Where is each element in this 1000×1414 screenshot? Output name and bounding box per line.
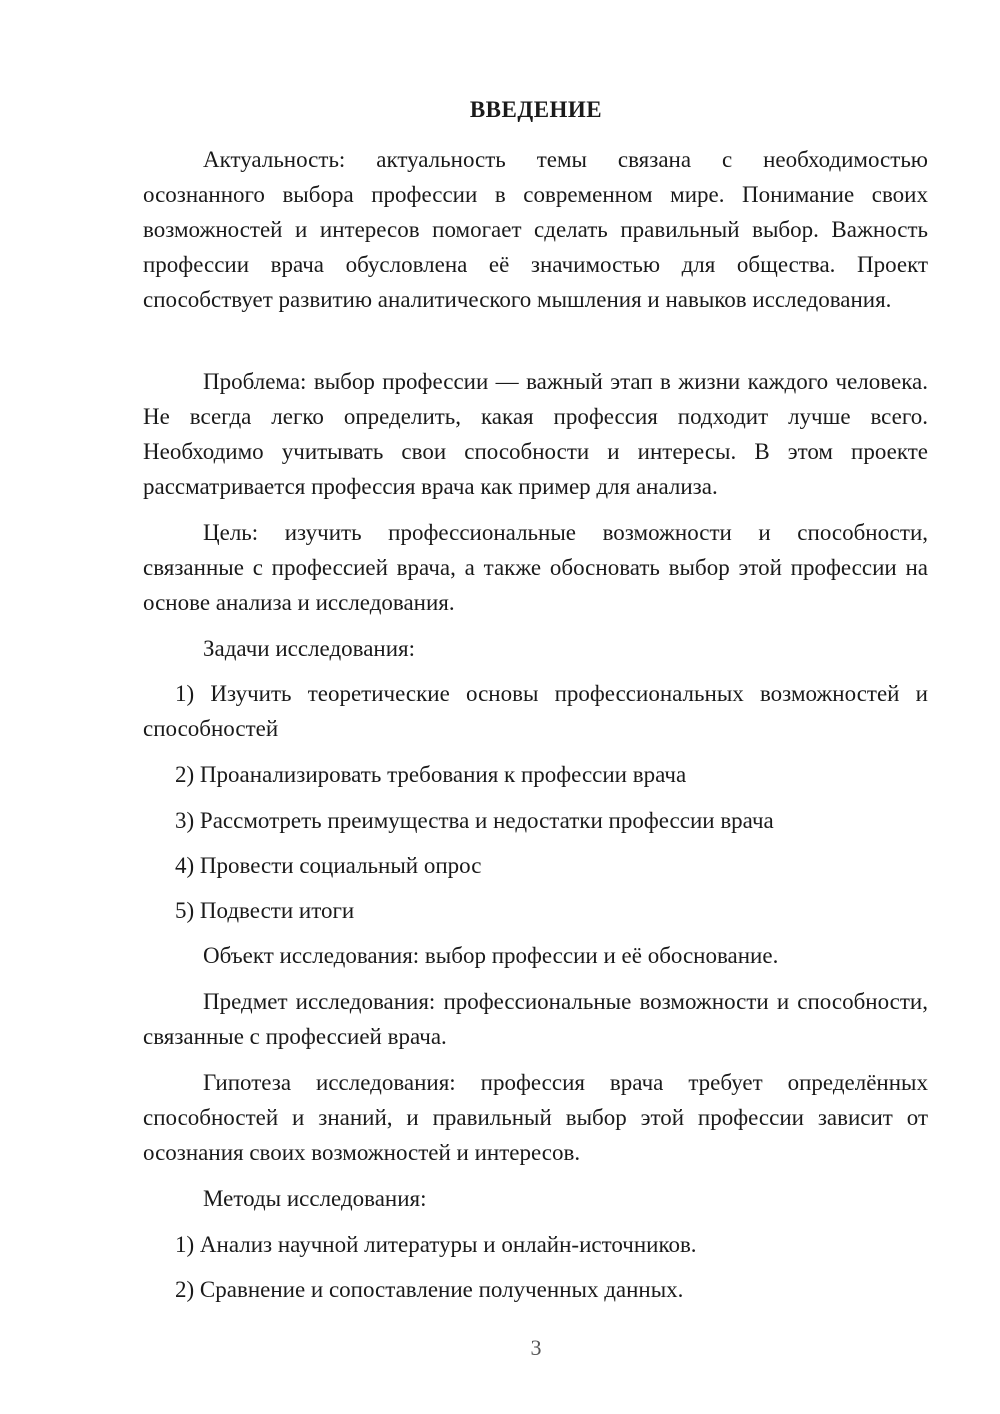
- task-item-4-block: [143, 848, 928, 883]
- method-item-2-block: [143, 1272, 928, 1307]
- tasks-heading: Задачи исследования:: [203, 636, 416, 661]
- problem-block: [143, 364, 928, 504]
- task-item-2-block: [143, 757, 928, 792]
- list-item: 2) Сравнение и сопоставление полученных данных.: [175, 1277, 684, 1302]
- tasks-heading-block: [143, 631, 928, 666]
- methods-heading: Методы исследования:: [203, 1186, 427, 1211]
- subject-paragraph: Предмет исследования: профессиональные возможности и способности, связанные с профессией врача.: [143, 989, 928, 1049]
- methods-heading-block: [143, 1181, 928, 1216]
- goal-paragraph: Цель: изучить профессиональные возможности и способности, связанные с профессией врача, а также обосновать выбор этой профессии на основе анализа и исследования.: [143, 520, 928, 615]
- list-item: 4) Провести социальный опрос: [175, 853, 482, 878]
- relevance-paragraph: Актуальность: актуальность темы связана с необходимостью осознанного выбора профессии в современном мире. Понимание своих возможностей и интересов помогает сделать правильный выбор. Важность профессии врача обусловлена её значимостью для общества. Проект способствует развитию аналитического мышления и навыков исследования.: [143, 147, 928, 312]
- list-item: 1) Анализ научной литературы и онлайн-источников.: [175, 1232, 697, 1257]
- relevance-block: [143, 142, 928, 317]
- hypothesis-block: [143, 1065, 928, 1170]
- list-item: 2) Проанализировать требования к профессии врача: [175, 762, 687, 787]
- object-block: [143, 938, 928, 973]
- section-title: ВВЕДЕНИЕ: [469, 97, 603, 122]
- task-item-1-block: [143, 676, 928, 746]
- goal-block: [143, 515, 928, 620]
- subject-block: [143, 984, 928, 1054]
- list-item: 1) Изучить теоретические основы профессиональных возможностей и способностей: [143, 681, 928, 741]
- list-item: 5) Подвести итоги: [175, 898, 355, 923]
- object-paragraph: Объект исследования: выбор профессии и её обоснование.: [203, 943, 779, 968]
- task-item-3-block: [143, 803, 928, 838]
- hypothesis-paragraph: Гипотеза исследования: профессия врача требует определённых способностей и знаний, и правильный выбор этой профессии зависит от осознания своих возможностей и интересов.: [143, 1070, 928, 1165]
- task-item-5-block: [143, 893, 928, 928]
- problem-paragraph: Проблема: выбор профессии — важный этап в жизни каждого человека. Не всегда легко определить, какая профессия подходит лучше всего. Необходимо учитывать свои способности и интересы. В этом проекте рассматривается профессия врача как пример для анализа.: [143, 369, 928, 499]
- list-item: 3) Рассмотреть преимущества и недостатки профессии врача: [175, 808, 774, 833]
- page-number: 3: [530, 1335, 542, 1360]
- method-item-1-block: [143, 1227, 928, 1262]
